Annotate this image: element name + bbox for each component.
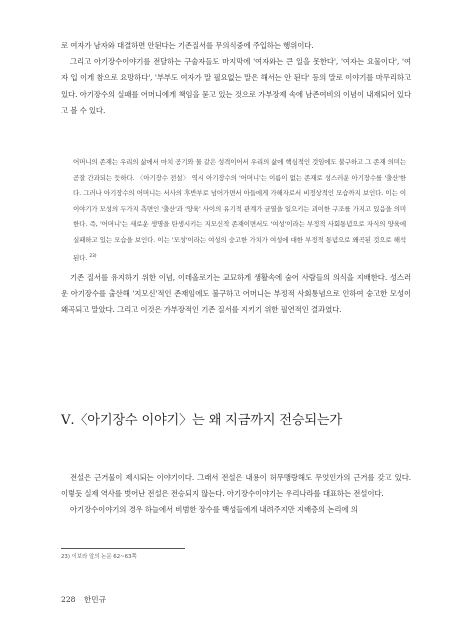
footnote: 23) 이보라 앞의 논문 62~63쪽 [61, 554, 137, 560]
body-paragraph-1 [61, 38, 411, 119]
section-heading: Ⅴ.〈아기장수 이야기〉는 왜 지금까지 전승되는가 [61, 413, 342, 428]
paragraph-line: 로 여자가 남자와 대결하면 안된다는 기존질서를 무의식중에 주입하는 행위이다. [61, 41, 314, 50]
body-paragraph-2 [61, 270, 411, 319]
page-footer [61, 594, 106, 606]
paragraph-line: 아기장수이야기의 경우 하늘에서 비범한 장수를 백성들에게 내려주지만 지배층의 논리에 의 [70, 505, 358, 515]
paragraph-line: 기존 질서를 유지하기 위한 이념, 이데올로기는 교묘하게 생활속에 숨어 사람들의 의식을 지배한다. 성스러운 아기장수를 출산해 '지모신'적인 존재임에도 불구하고 어머니는 부정적 사회통념으로 인하여 숭고한 모성이 왜곡되고 말았다. 그리고 이것은 가부장적인 기존 질서를 지키기 위한 필연적인 결과였다. [61, 273, 411, 315]
block-quote [73, 155, 406, 266]
paragraph-line: 그리고 아기장수이야기를 전달하는 구술자들도 마지막에 '여자와는 큰 일을 못한다', '여자는 요물이다', '여자 입 이게 참으로 요망하다', '부부도 여자가 말 필요없는 말은 해서는 안 된다' 등의 말로 이야기를 마무리하고 있다. 아기장수의 실패를 어머니에게 책임을 묻고 있는 것으로 가부장제 속에 남존여비의 이념이 내재되어 있다고 볼 수 있다. [61, 57, 411, 115]
block-quote-text: 어머니의 존재는 우리의 삶에서 마치 공기와 물 같은 성격이어서 우리의 삶에 핵심적인 것임에도 불구하고 그 존재 의미는 곧잘 간과되는 듯하다. 〈아기장수 전설〉 역시 아기장수의 '어머니'는 이름이 없는 존재로 성스러운 아기장수를 '출산'한다. 그러나 아기장수의 어머니는 서사의 후반부로 넘어가면서 아들에게 가해자로서 비정상적인 모습까지 보인다. 이는 이 이야기가 모성의 두가지 측면인 '출산'과 '양육' 사이의 유기적 관계가 균열을 일으키는 괴이한 구조를 가지고 있음을 의미한다. 즉, '어머니'는 새로운 생명을 탄생시키는 지모신적 존재이면서도 '여성'이라는 부정적 사회통념으로 자식의 양육에 실패하고 있는 모습을 보인다. 이는 '모성'이라는 여성의 숭고한 가치가 여성에 대한 부정적 통념으로 왜곡된 것으로 해석된다. [73, 158, 406, 262]
body-paragraph-3 [61, 470, 411, 519]
paragraph-line: 전설은 근거물이 제시되는 이야기이다. 그래서 전설은 내용이 허무맹랑해도 무엇인가의 근거를 갖고 있다. 이렇듯 실제 역사를 벗어난 전설은 전승되지 않는다. 아기장수이야기는 우리나라를 대표하는 전설이다. [61, 473, 411, 499]
journal-name: 한민규 [83, 595, 106, 604]
footnote-divider [61, 548, 185, 549]
page-number: 228 [61, 595, 76, 604]
footnote-marker: 23) [89, 253, 97, 259]
